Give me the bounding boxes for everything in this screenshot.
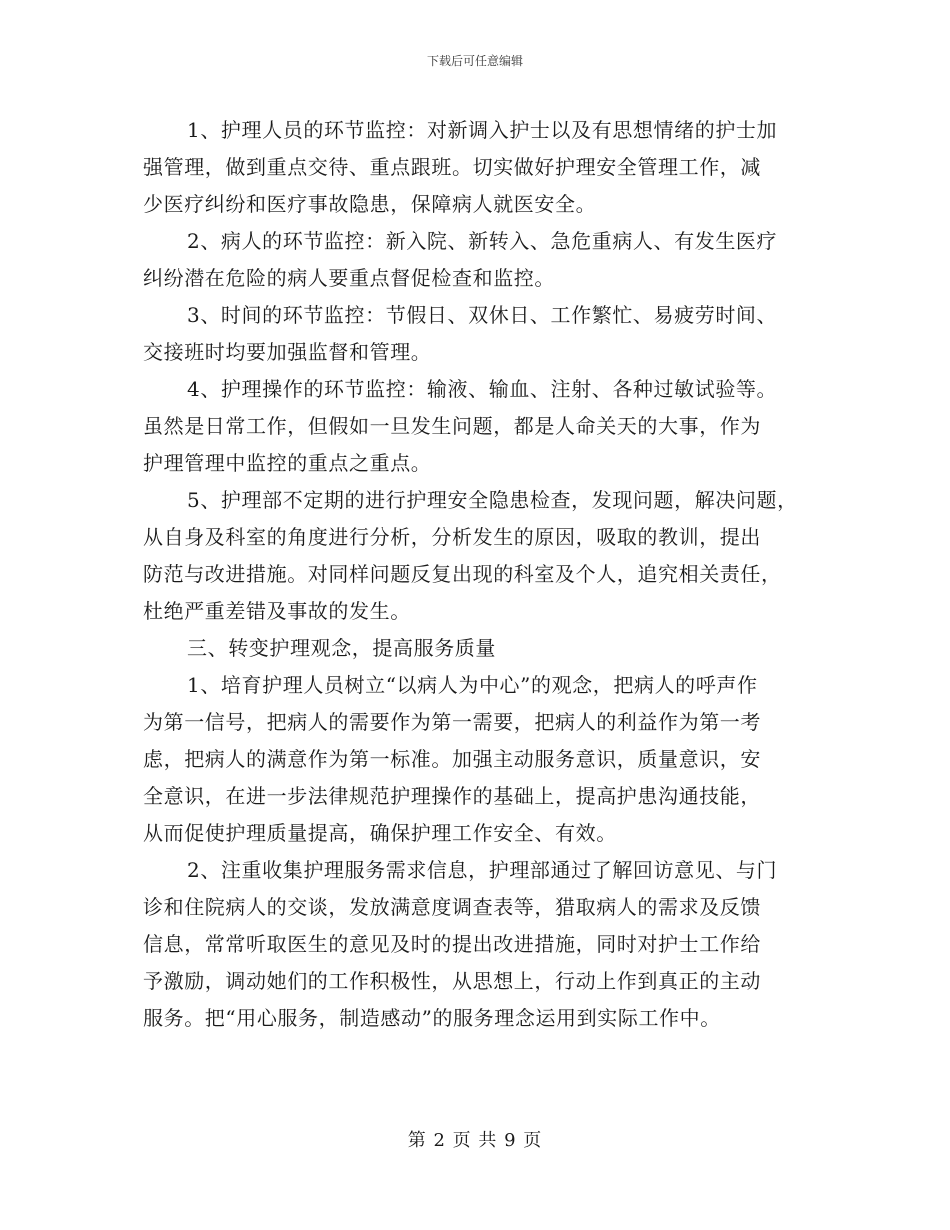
text-line: 3、时间的环节监控：节假日、双休日、工作繁忙、易疲劳时间、 — [187, 303, 778, 327]
text-line: 少医疗纠纷和医疗事故隐患，保障病人就医安全。 — [143, 192, 597, 216]
text-line: 防范与改进措施。对同样问题反复出现的科室及个人，追究相关责任， — [143, 562, 782, 586]
text-line: 2、注重收集护理服务需求信息，护理部通过了解回访意见、与门 — [187, 858, 778, 882]
text-line: 1、护理人员的环节监控：对新调入护士以及有思想情绪的护士加 — [187, 118, 778, 142]
text-line: 4、护理操作的环节监控：输液、输血、注射、各种过敏试验等。 — [187, 377, 778, 401]
text-line: 护理管理中监控的重点之重点。 — [143, 451, 432, 475]
text-line: 杜绝严重差错及事故的发生。 — [143, 599, 411, 623]
page-header-note: 下载后可任意编辑 — [426, 54, 523, 68]
text-line: 从而促使护理质量提高，确保护理工作安全、有效。 — [143, 821, 617, 845]
text-line: 予激励，调动她们的工作积极性，从思想上，行动上作到真正的主动 — [143, 969, 761, 993]
text-line: 2、病人的环节监控：新入院、新转入、急危重病人、有发生医疗 — [187, 229, 778, 253]
text-line: 强管理，做到重点交待、重点跟班。切实做好护理安全管理工作，减 — [143, 155, 761, 179]
text-line: 信息，常常听取医生的意见及时的提出改进措施，同时对护士工作给 — [143, 932, 761, 956]
text-line: 1、培育护理人员树立“以病人为中心”的观念，把病人的呼声作 — [187, 673, 758, 697]
text-line: 5、护理部不定期的进行护理安全隐患检查，发现问题，解决问题， — [187, 488, 798, 512]
page-number-footer: 第 2 页 共 9 页 — [407, 1130, 543, 1151]
text-line: 服务。把“用心服务，制造感动”的服务理念运用到实际工作中。 — [143, 1006, 721, 1030]
text-line: 纠纷潜在危险的病人要重点督促检查和监控。 — [143, 266, 555, 290]
text-line: 从自身及科室的角度进行分析，分析发生的原因，吸取的教训，提出 — [143, 525, 761, 549]
text-line: 三、转变护理观念，提高服务质量 — [187, 636, 496, 660]
text-line: 为第一信号，把病人的需要作为第一需要，把病人的利益作为第一考 — [143, 710, 761, 734]
text-line: 全意识，在进一步法律规范护理操作的基础上，提高护患沟通技能， — [143, 784, 761, 808]
document-body — [143, 112, 823, 1037]
text-line: 诊和住院病人的交谈，发放满意度调查表等，猎取病人的需求及反馈 — [143, 895, 761, 919]
text-line: 虑，把病人的满意作为第一标准。加强主动服务意识，质量意识，安 — [143, 747, 761, 771]
text-line: 虽然是日常工作，但假如一旦发生问题，都是人命关天的大事，作为 — [143, 414, 761, 438]
text-line: 交接班时均要加强监督和管理。 — [143, 340, 432, 364]
